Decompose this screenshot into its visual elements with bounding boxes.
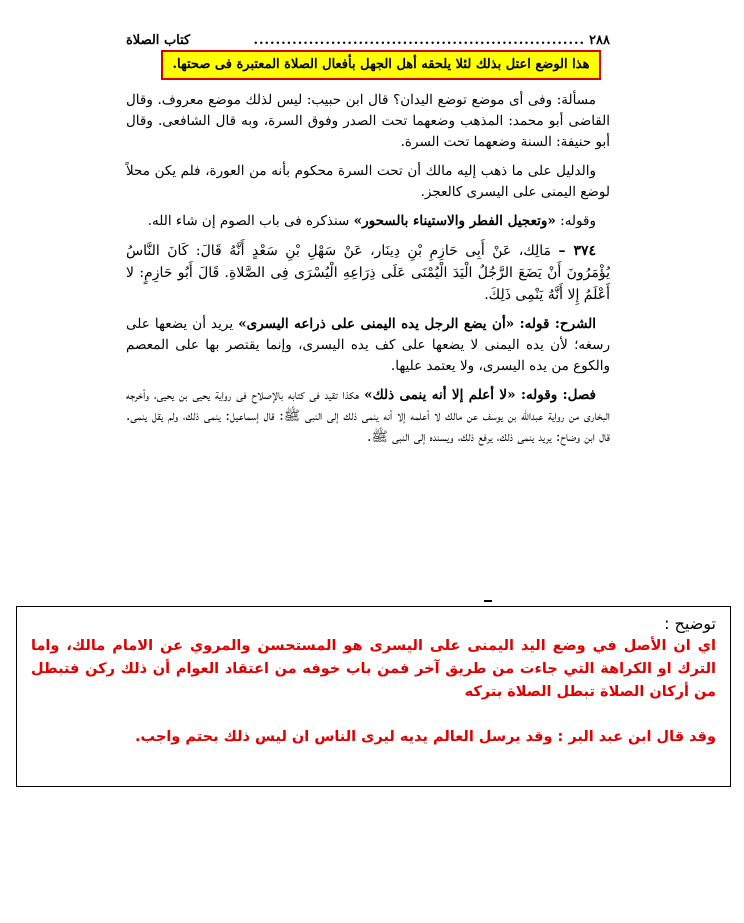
- stray-mark: [484, 600, 492, 602]
- sharh-label: الشرح: قوله:: [514, 316, 596, 332]
- quoted-phrase: «وتعجيل الفطر والاستيناء بالسحور»: [353, 213, 556, 229]
- paragraph-dalil: والدليل على ما ذهب إليه مالك أن تحت السرة محكوم بأنه من العورة، فلم يكن محلاً لوضع اليمنى على اليسرى كالعجز.: [126, 163, 610, 200]
- quoted-phrase: «أن يضع الرجل يده اليمنى على ذراعه اليسرى»: [238, 316, 515, 332]
- body-text: [126, 90, 610, 456]
- page-number: ٢٨٨: [589, 32, 610, 48]
- hadith-text: مَالِك، عَنْ أَبِى حَازِمِ بْنِ دِينَار، عَنْ سَهْلِ بْنِ سَعْدٍ أَنَّهُ قَالَ: كَانَ النَّاسُ يُؤْمَرُونَ أَنْ يَضَعَ الرَّجُلُ الْيَدَ الْيُمْنَى عَلَى ذِرَاعِهِ الْيُسْرَى فِى الصَّلاةِ. قَالَ أَبُو حَازِمٍ: لا أَعْلَمُ إِلا أَنَّهُ يَنْمِى ذَلِكَ.: [126, 243, 610, 303]
- paragraph-qawluhu: [126, 211, 610, 232]
- explanation-text: اي ان الأصل في وضع اليد اليمنى على اليسرى هو المستحسن والمروي عن الامام مالك، واما الترك او الكراهة التي جاءت من طريق آخر فمن باب خوفه من اعتقاد العوام أن ذلك ركن فتبطل من أركان الصلاة تبطل الصلاة بتركه: [31, 638, 716, 700]
- sharh-text: يريد أن يضعها على رسغه؛ لأن يده اليمنى لا يضعها على كف يده اليسرى، وإنما يقتصر بها على المعصم والكوع من يده اليسرى، ولا يعتمد عليها.: [126, 316, 610, 374]
- book-page: [126, 32, 610, 445]
- fasl-text: هكذا تقيد فى كتابه بالإصلاح فى رواية يحيى بن يحيى، وأخرجه البخارى من رواية عبدالله بن يوسف عن مالك لا أعلمه إلا أنه ينمى ذلك إلى النبى ﷺ: قال إسماعيل: ينمى ذلك، ولم يقل ينمى. قال ابن وضاح: يريد ينمى ذلك، يرفع ذلك، ويسنده إلى النبى ﷺ.: [126, 387, 610, 445]
- text: وقوله:: [555, 213, 596, 229]
- book-title: كتاب الصلاة: [126, 32, 191, 48]
- fasl-label: فصل: وقوله:: [515, 387, 597, 403]
- running-head: [126, 32, 610, 48]
- hadith-number: ٣٧٤ –: [558, 243, 596, 259]
- leader-dots: ............................................................: [253, 32, 586, 48]
- ibn-abd-al-barr-quote: وقد قال ابن عبد البر : وقد يرسل العالم يديه ليرى الناس ان ليس ذلك بحتم واجب.: [135, 729, 716, 745]
- explanation-box: [16, 606, 731, 787]
- quoted-phrase: «لا أعلم إلا أنه ينمى ذلك»: [364, 387, 516, 403]
- paragraph-masala: مسألة: وفى أى موضع توضع اليدان؟ قال ابن حبيب: ليس لذلك موضع معروف. وقال القاضى أبو محمد: المذهب وضعهما تحت الصدر وفوق السرة، وبه قال الشافعى. وقال أبو حنيفة: السنة وضعهما تحت السرة.: [126, 92, 610, 150]
- hadith-paragraph: [126, 240, 610, 306]
- explanation-title: توضيح :: [664, 614, 716, 633]
- sharh-paragraph: [126, 314, 610, 377]
- fasl-paragraph: [126, 385, 610, 448]
- text: سنذكره فى باب الصوم إن شاء الله.: [147, 213, 354, 229]
- highlighted-sentence: هذا الوضع اعتل بذلك لئلا يلحقه أهل الجهل بأفعال الصلاة المعتبرة فى صحتها.: [161, 50, 601, 80]
